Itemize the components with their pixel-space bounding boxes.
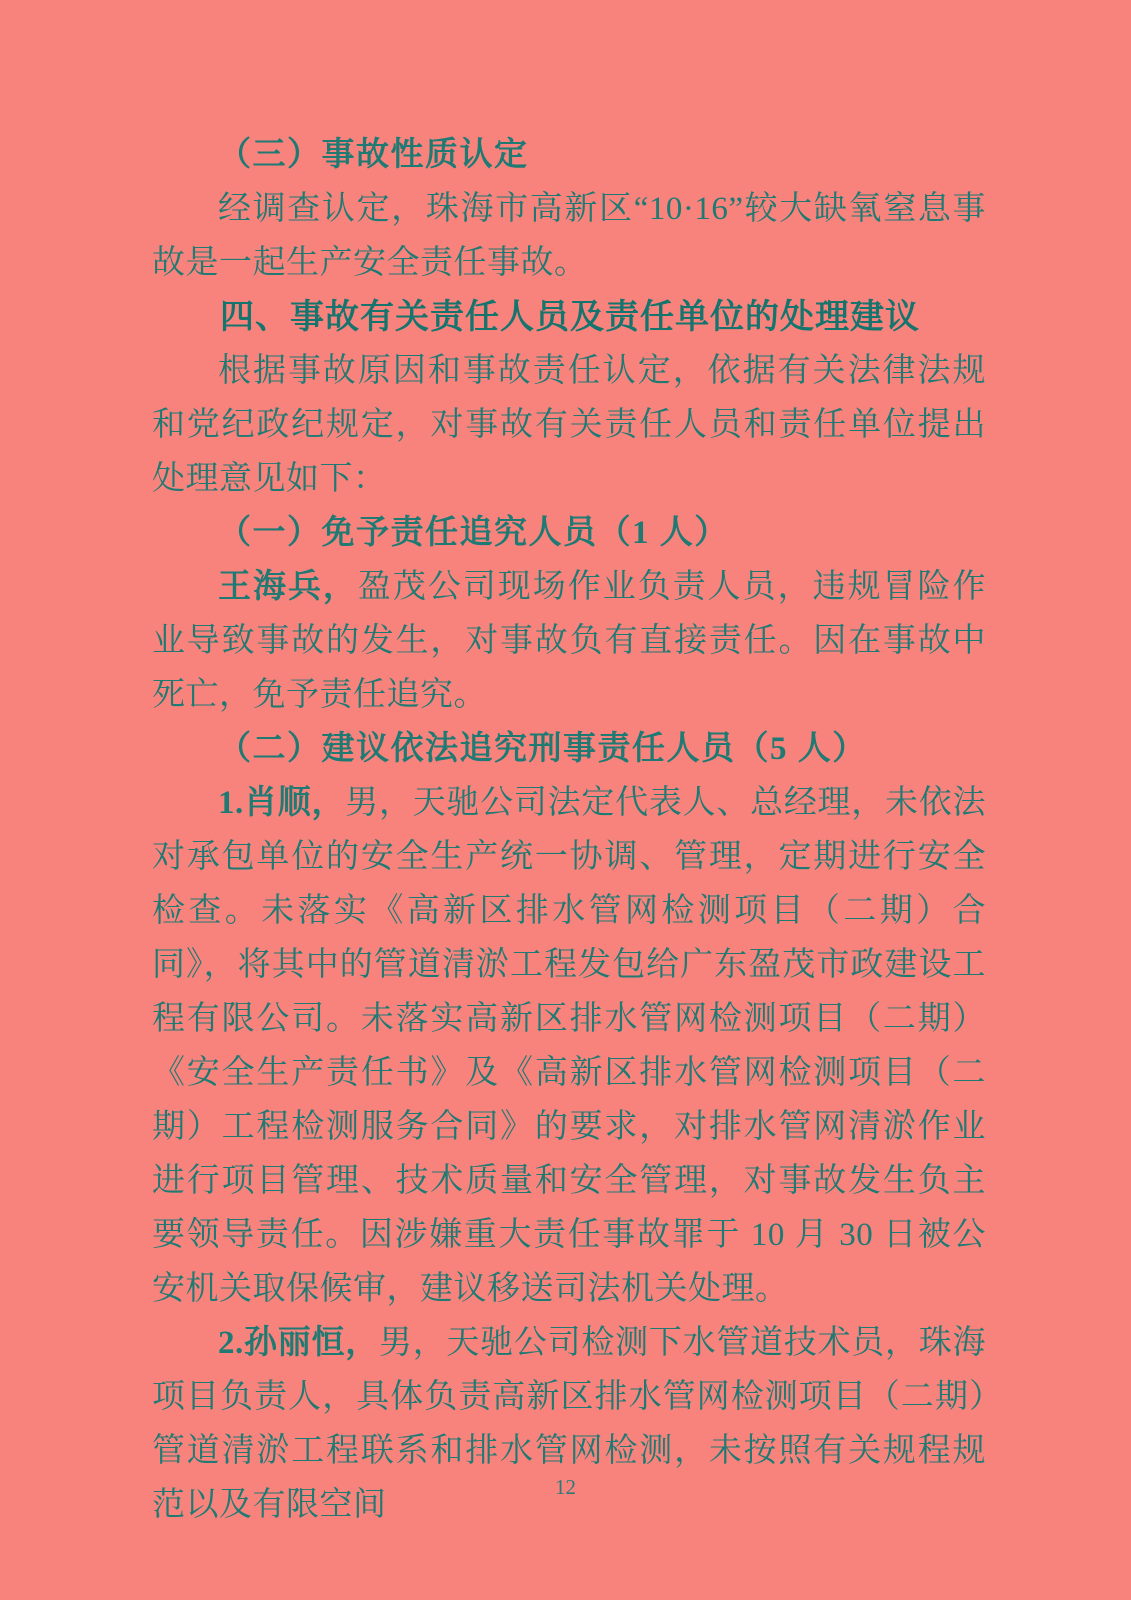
- page-number: 12: [555, 1475, 576, 1499]
- part-4-heading: 四、事故有关责任人员及责任单位的处理建议: [220, 298, 920, 336]
- person-name-xiao-shun: 1.肖顺，: [218, 785, 346, 821]
- paragraph-wang-haibing: [152, 560, 986, 722]
- paragraph-xiao-shun-text: 男，天驰公司法定代表人、总经理，未依法对承包单位的安全生产统一协调、管理，定期进行安全检查。未落实《高新区排水管网检测项目（二期）合同》，将其中的管道清淤工程发包给广东盈茂市政建设工程有限公司。未落实高新区排水管网检测项目（二期）《安全生产责任书》及《高新区排水管网检测项目（二期）工程检测服务合同》的要求，对排水管网清淤作业进行项目管理、技术质量和安全管理，对事故发生负主要领导责任。因涉嫌重大责任事故罪于 10 月 30 日被公安机关取保候审，建议移送司法机关处理。: [152, 785, 987, 1307]
- subsection-2-heading: （二）建议依法追究刑事责任人员（5 人）: [218, 731, 867, 767]
- paragraph-wang-haibing-text: 盈茂公司现场作业负责人员，违规冒险作业导致事故的发生，对事故负有直接责任。因在事故中死亡，免予责任追究。: [152, 569, 987, 713]
- part-4-intro-paragraph: 根据事故原因和事故责任认定，依据有关法律法规和党纪政纪规定，对事故有关责任人员和责任单位提出处理意见如下：: [152, 353, 986, 497]
- person-name-wang-haibing: 王海兵，: [218, 569, 358, 605]
- subsection-1-heading: （一）免予责任追究人员（1 人）: [218, 515, 729, 551]
- section-3-paragraph: 经调查认定，珠海市高新区“10·16”较大缺氧窒息事故是一起生产安全责任事故。: [152, 191, 986, 281]
- paragraph-xiao-shun: [152, 776, 986, 1316]
- person-name-sun-liheng: 2.孙丽恒，: [218, 1325, 379, 1361]
- document-body: [152, 128, 986, 1532]
- paragraph-sun-liheng-text: 男，天驰公司检测下水管道技术员，珠海项目负责人，具体负责高新区排水管网检测项目（二期）管道清淤工程联系和排水管网检测，未按照有关规程规范以及有限空间: [152, 1325, 987, 1523]
- section-3-heading: （三）事故性质认定: [218, 137, 529, 173]
